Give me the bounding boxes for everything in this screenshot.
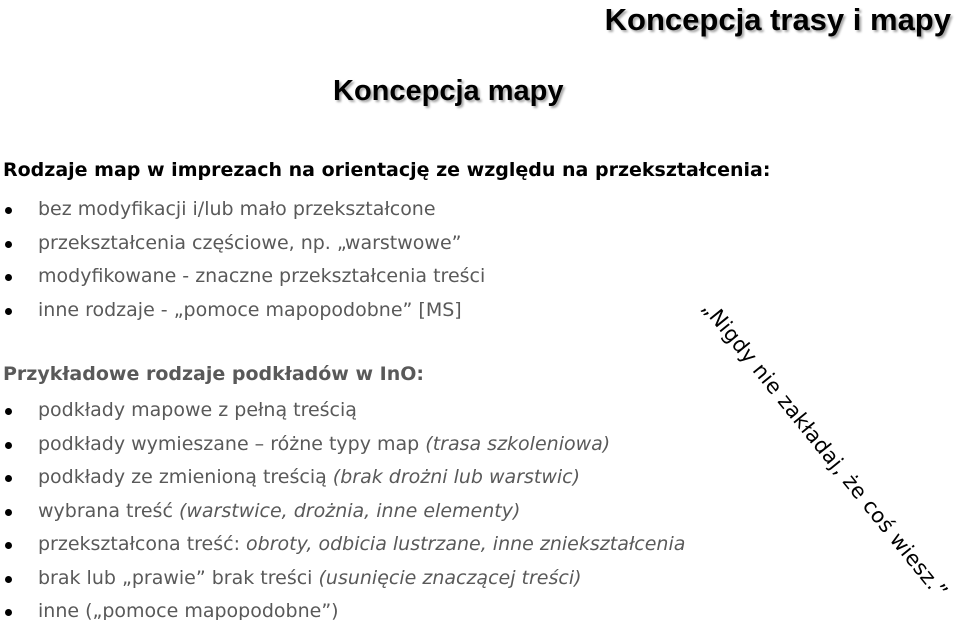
section-heading-map-types: Rodzaje map w imprezach na orientację ze względu na przekształcenia: <box>3 159 771 181</box>
list-item-text: brak lub „prawie” brak treści <box>38 566 319 589</box>
list-item <box>0 294 485 328</box>
map-types-list <box>0 193 485 327</box>
slide-title: Koncepcja trasy i mapy <box>604 2 951 37</box>
list-item <box>0 562 685 596</box>
list-item-note: (warstwice, drożnia, inne elementy) <box>178 499 521 522</box>
base-types-list <box>0 394 685 620</box>
list-item <box>0 260 485 294</box>
list-item <box>0 193 485 227</box>
list-item <box>0 227 485 261</box>
list-item-note: obroty, odbicia lustrzane, inne zniekształcenia <box>246 533 686 555</box>
section-heading-base-types: Przykładowe rodzaje podkładów w InO: <box>3 363 424 385</box>
list-item-text: inne („pomoce mapopodobne”) <box>38 600 339 620</box>
list-item-note: (trasa szkoleniowa) <box>425 432 611 455</box>
list-item <box>0 461 685 495</box>
list-item <box>0 495 685 529</box>
list-item-text: przekształcenia częściowe, np. „warstwowe” <box>38 231 462 254</box>
list-item-text: podkłady ze zmienioną treścią <box>38 466 333 488</box>
list-item-text: wybrana treść <box>38 499 179 522</box>
list-item <box>0 528 685 562</box>
list-item-note: (usunięcie znaczącej treści) <box>318 566 582 589</box>
list-item-text: bez modyfikacji i/lub mało przekształcone <box>38 198 436 220</box>
list-item-note: (brak drożni lub warstwic) <box>332 466 581 488</box>
list-item <box>0 394 685 428</box>
rotated-quote: „Nigdy nie zakładaj, że coś wiesz.” <box>697 296 953 604</box>
list-item-text: inne rodzaje - „pomoce mapopodobne” [MS] <box>38 298 462 321</box>
list-item-text: przekształcona treść: <box>38 533 247 555</box>
list-item-text: podkłady mapowe z pełną treścią <box>38 399 357 421</box>
list-item-text: modyfikowane - znaczne przekształcenia treści <box>38 265 486 287</box>
list-item <box>0 428 685 462</box>
slide-subtitle: Koncepcja mapy <box>333 75 564 107</box>
list-item <box>0 595 685 620</box>
list-item-text: podkłady wymieszane – różne typy map <box>38 432 426 455</box>
